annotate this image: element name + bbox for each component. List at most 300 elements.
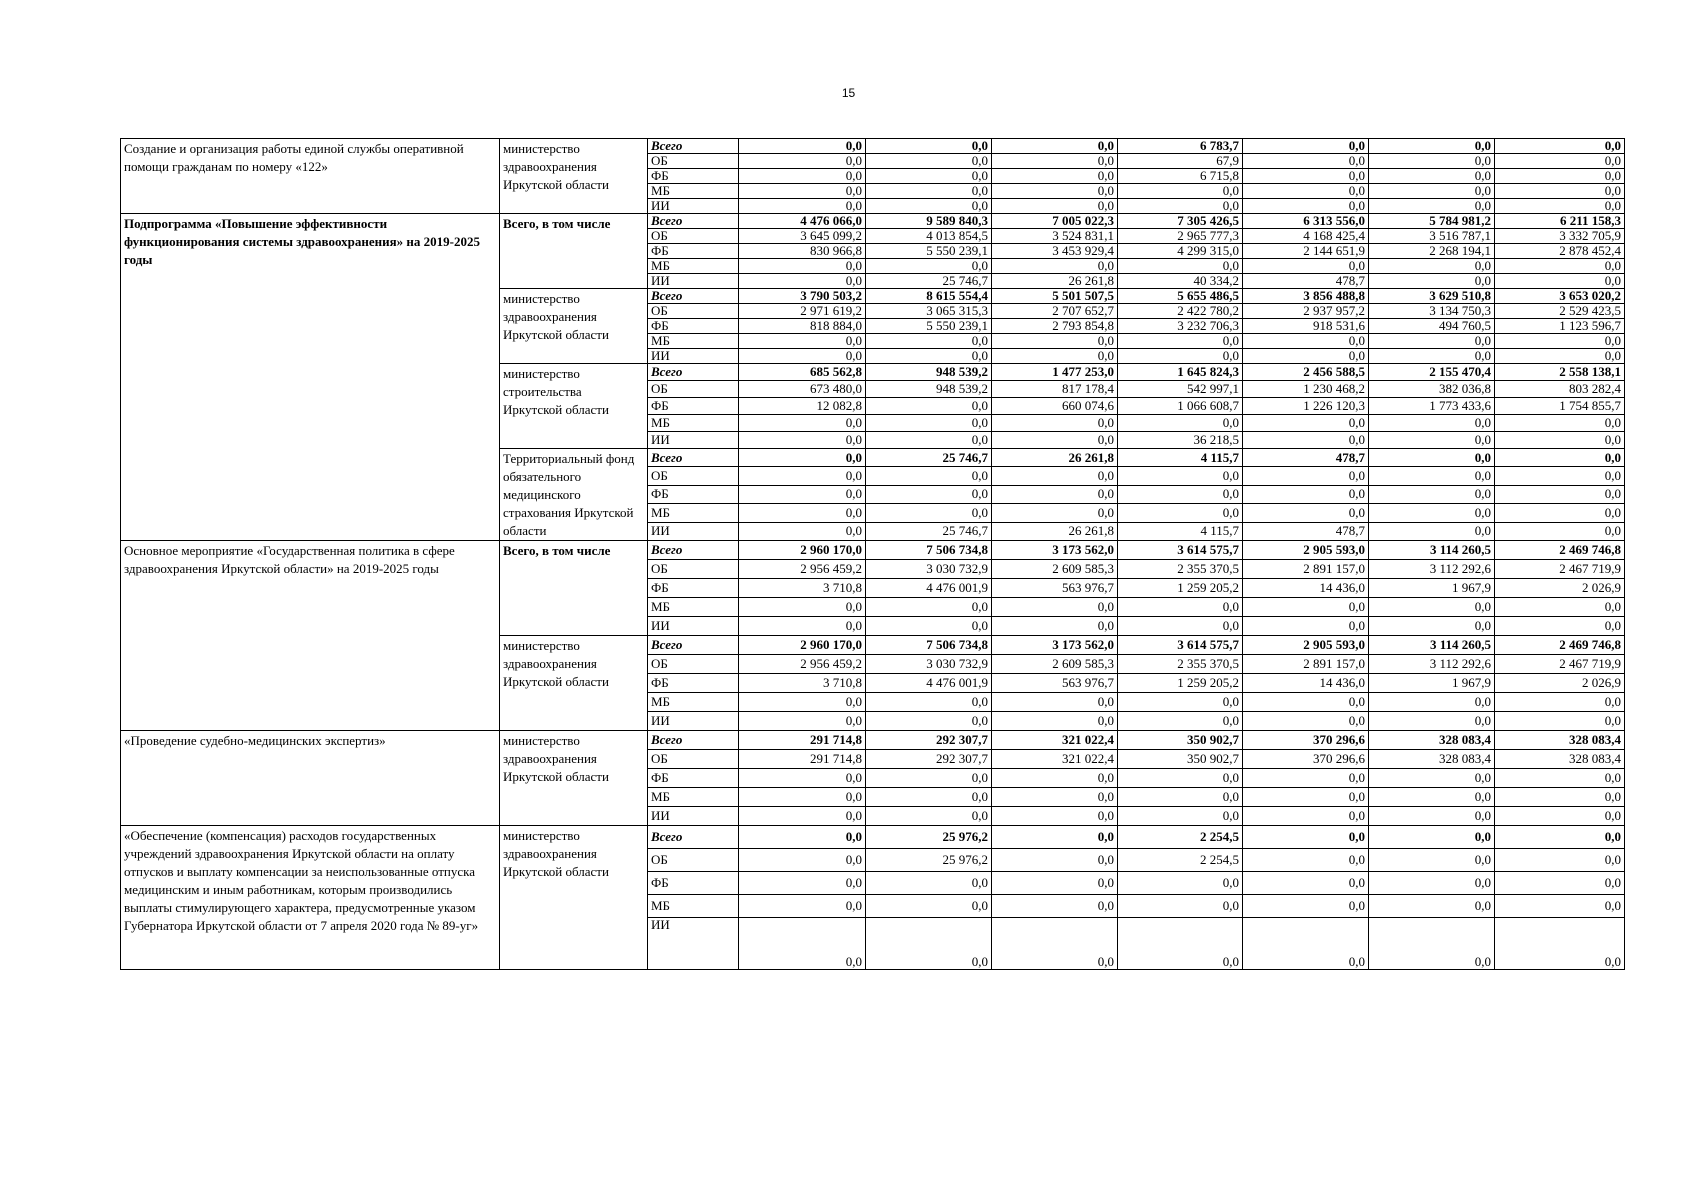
funding-source: ИИ (648, 199, 739, 214)
amount-cell: 2 905 593,0 (1243, 636, 1369, 655)
funding-source: Всего (648, 289, 739, 304)
amount-cell: 0,0 (992, 598, 1118, 617)
amount-cell: 0,0 (866, 788, 992, 807)
amount-cell: 1 754 855,7 (1495, 398, 1625, 415)
amount-cell: 0,0 (1495, 504, 1625, 522)
funding-source: МБ (648, 415, 739, 432)
amount-cell: 660 074,6 (992, 398, 1118, 415)
amount-cell: 328 083,4 (1495, 750, 1625, 769)
amount-cell: 563 976,7 (992, 674, 1118, 693)
funding-source: ФБ (648, 872, 739, 895)
amount-cell: 0,0 (1243, 598, 1369, 617)
amount-cell: 26 261,8 (992, 522, 1118, 540)
amount-cell: 0,0 (992, 139, 1118, 154)
amount-cell: 0,0 (1495, 334, 1625, 349)
amount-cell: 0,0 (1118, 617, 1243, 636)
amount-cell: 0,0 (739, 895, 866, 918)
amount-cell: 0,0 (739, 807, 866, 826)
amount-cell: 2 960 170,0 (739, 636, 866, 655)
amount-cell: 2 422 780,2 (1118, 304, 1243, 319)
amount-cell: 1 773 433,6 (1369, 398, 1495, 415)
amount-cell: 0,0 (866, 184, 992, 199)
table-row (121, 139, 1625, 154)
executor-name: министерство здравоохранения Иркутской области (500, 636, 648, 731)
amount-cell: 0,0 (1118, 895, 1243, 918)
amount-cell: 0,0 (1243, 712, 1369, 731)
amount-cell: 0,0 (992, 872, 1118, 895)
amount-cell: 26 261,8 (992, 274, 1118, 289)
amount-cell: 0,0 (1369, 184, 1495, 199)
amount-cell: 0,0 (1495, 169, 1625, 184)
amount-cell: 0,0 (866, 199, 992, 214)
amount-cell: 0,0 (1243, 334, 1369, 349)
amount-cell: 0,0 (992, 617, 1118, 636)
amount-cell: 5 784 981,2 (1369, 214, 1495, 229)
executor-name: министерство строительства Иркутской области (500, 364, 648, 449)
amount-cell: 0,0 (992, 485, 1118, 503)
amount-cell: 0,0 (1369, 139, 1495, 154)
amount-cell: 0,0 (739, 432, 866, 449)
amount-cell: 0,0 (1369, 467, 1495, 485)
amount-cell: 0,0 (992, 169, 1118, 184)
amount-cell: 3 232 706,3 (1118, 319, 1243, 334)
funding-source: ОБ (648, 381, 739, 398)
amount-cell: 0,0 (1243, 872, 1369, 895)
amount-cell: 2 956 459,2 (739, 655, 866, 674)
amount-cell: 0,0 (1495, 617, 1625, 636)
amount-cell: 0,0 (1118, 918, 1243, 970)
amount-cell: 0,0 (992, 184, 1118, 199)
amount-cell: 478,7 (1243, 449, 1369, 467)
amount-cell: 0,0 (1495, 895, 1625, 918)
amount-cell: 1 230 468,2 (1243, 381, 1369, 398)
amount-cell: 2 878 452,4 (1495, 244, 1625, 259)
amount-cell: 3 710,8 (739, 674, 866, 693)
amount-cell: 0,0 (1495, 154, 1625, 169)
amount-cell: 1 645 824,3 (1118, 364, 1243, 381)
table-row (121, 541, 1625, 560)
amount-cell: 0,0 (1495, 274, 1625, 289)
amount-cell: 0,0 (1243, 826, 1369, 849)
amount-cell: 7 305 426,5 (1118, 214, 1243, 229)
amount-cell: 0,0 (739, 693, 866, 712)
amount-cell: 0,0 (866, 432, 992, 449)
funding-source: ОБ (648, 304, 739, 319)
amount-cell: 0,0 (1369, 259, 1495, 274)
funding-source: Всего (648, 636, 739, 655)
executor-name: Всего, в том числе (500, 214, 648, 289)
amount-cell: 25 746,7 (866, 274, 992, 289)
amount-cell: 0,0 (1118, 467, 1243, 485)
amount-cell: 0,0 (1495, 485, 1625, 503)
amount-cell: 3 614 575,7 (1118, 541, 1243, 560)
amount-cell: 0,0 (1118, 485, 1243, 503)
amount-cell: 0,0 (739, 485, 866, 503)
amount-cell: 4 115,7 (1118, 522, 1243, 540)
amount-cell: 2 026,9 (1495, 674, 1625, 693)
amount-cell: 948 539,2 (866, 381, 992, 398)
amount-cell: 3 710,8 (739, 579, 866, 598)
amount-cell: 1 477 253,0 (992, 364, 1118, 381)
amount-cell: 0,0 (866, 485, 992, 503)
amount-cell: 0,0 (1118, 184, 1243, 199)
amount-cell: 0,0 (866, 617, 992, 636)
amount-cell: 291 714,8 (739, 731, 866, 750)
page-number: 15 (841, 86, 856, 100)
amount-cell: 0,0 (1243, 807, 1369, 826)
executor-name: министерство здравоохранения Иркутской области (500, 826, 648, 970)
amount-cell: 2 891 157,0 (1243, 560, 1369, 579)
amount-cell: 2 026,9 (1495, 579, 1625, 598)
funding-source: МБ (648, 334, 739, 349)
amount-cell: 5 550 239,1 (866, 319, 992, 334)
table-row (121, 731, 1625, 750)
amount-cell: 0,0 (866, 693, 992, 712)
amount-cell: 7 005 022,3 (992, 214, 1118, 229)
amount-cell: 14 436,0 (1243, 579, 1369, 598)
amount-cell: 0,0 (992, 826, 1118, 849)
amount-cell: 2 254,5 (1118, 849, 1243, 872)
amount-cell: 292 307,7 (866, 750, 992, 769)
activity-name: «Проведение судебно-медицинских экспертиз» (121, 731, 500, 826)
amount-cell: 6 783,7 (1118, 139, 1243, 154)
amount-cell: 0,0 (739, 415, 866, 432)
amount-cell: 0,0 (1495, 522, 1625, 540)
amount-cell: 0,0 (1495, 849, 1625, 872)
amount-cell: 0,0 (1369, 826, 1495, 849)
amount-cell: 3 614 575,7 (1118, 636, 1243, 655)
amount-cell: 0,0 (1243, 849, 1369, 872)
funding-source: ОБ (648, 229, 739, 244)
amount-cell: 0,0 (1118, 334, 1243, 349)
amount-cell: 0,0 (1243, 432, 1369, 449)
amount-cell: 3 112 292,6 (1369, 655, 1495, 674)
amount-cell: 0,0 (992, 712, 1118, 731)
amount-cell: 0,0 (1495, 349, 1625, 364)
amount-cell: 0,0 (992, 349, 1118, 364)
funding-source: ФБ (648, 674, 739, 693)
amount-cell: 0,0 (992, 504, 1118, 522)
funding-source: МБ (648, 504, 739, 522)
funding-source: ФБ (648, 319, 739, 334)
amount-cell: 3 516 787,1 (1369, 229, 1495, 244)
amount-cell: 4 168 425,4 (1243, 229, 1369, 244)
amount-cell: 0,0 (866, 807, 992, 826)
amount-cell: 0,0 (1118, 788, 1243, 807)
amount-cell: 0,0 (992, 415, 1118, 432)
amount-cell: 2 609 585,3 (992, 655, 1118, 674)
table-row (121, 826, 1625, 849)
amount-cell: 26 261,8 (992, 449, 1118, 467)
amount-cell: 0,0 (1495, 184, 1625, 199)
amount-cell: 0,0 (1369, 199, 1495, 214)
amount-cell: 0,0 (1495, 259, 1625, 274)
amount-cell: 0,0 (1495, 467, 1625, 485)
amount-cell: 0,0 (1118, 693, 1243, 712)
amount-cell: 0,0 (1243, 467, 1369, 485)
funding-source: Всего (648, 214, 739, 229)
amount-cell: 0,0 (1243, 895, 1369, 918)
amount-cell: 0,0 (739, 169, 866, 184)
amount-cell: 3 645 099,2 (739, 229, 866, 244)
amount-cell: 0,0 (1369, 918, 1495, 970)
amount-cell: 2 960 170,0 (739, 541, 866, 560)
table-row (121, 214, 1625, 229)
amount-cell: 4 476 001,9 (866, 579, 992, 598)
executor-name: министерство здравоохранения Иркутской области (500, 139, 648, 214)
amount-cell: 0,0 (1369, 712, 1495, 731)
amount-cell: 3 629 510,8 (1369, 289, 1495, 304)
amount-cell: 25 746,7 (866, 522, 992, 540)
amount-cell: 2 956 459,2 (739, 560, 866, 579)
amount-cell: 0,0 (739, 918, 866, 970)
amount-cell: 0,0 (1369, 169, 1495, 184)
amount-cell: 3 065 315,3 (866, 304, 992, 319)
amount-cell: 0,0 (1243, 139, 1369, 154)
amount-cell: 12 082,8 (739, 398, 866, 415)
amount-cell: 0,0 (866, 349, 992, 364)
amount-cell: 0,0 (1118, 504, 1243, 522)
amount-cell: 0,0 (1243, 504, 1369, 522)
amount-cell: 0,0 (739, 449, 866, 467)
amount-cell: 3 856 488,8 (1243, 289, 1369, 304)
amount-cell: 0,0 (1369, 693, 1495, 712)
amount-cell: 0,0 (866, 139, 992, 154)
amount-cell: 0,0 (739, 849, 866, 872)
funding-source: ОБ (648, 849, 739, 872)
amount-cell: 328 083,4 (1369, 731, 1495, 750)
funding-source: ИИ (648, 617, 739, 636)
amount-cell: 0,0 (739, 712, 866, 731)
amount-cell: 918 531,6 (1243, 319, 1369, 334)
amount-cell: 2 268 194,1 (1369, 244, 1495, 259)
amount-cell: 0,0 (1369, 598, 1495, 617)
amount-cell: 2 609 585,3 (992, 560, 1118, 579)
amount-cell: 0,0 (866, 154, 992, 169)
amount-cell: 478,7 (1243, 274, 1369, 289)
amount-cell: 4 476 066,0 (739, 214, 866, 229)
funding-source: ИИ (648, 918, 739, 970)
amount-cell: 0,0 (866, 259, 992, 274)
amount-cell: 40 334,2 (1118, 274, 1243, 289)
amount-cell: 370 296,6 (1243, 731, 1369, 750)
amount-cell: 0,0 (739, 598, 866, 617)
amount-cell: 0,0 (1118, 598, 1243, 617)
amount-cell: 494 760,5 (1369, 319, 1495, 334)
amount-cell: 0,0 (739, 139, 866, 154)
amount-cell: 25 746,7 (866, 449, 992, 467)
funding-source: МБ (648, 788, 739, 807)
amount-cell: 0,0 (1243, 184, 1369, 199)
activity-name: «Обеспечение (компенсация) расходов государственных учреждений здравоохранения Иркутской области на оплату отпусков и выплату компенсации за неиспользованные отпуска медицинским и иным работникам, которым производились выплаты стимулирующего характера, предусмотренные указом Губернатора Иркутской области от 7 апреля 2020 года № 89-уг» (121, 826, 500, 970)
amount-cell: 3 173 562,0 (992, 636, 1118, 655)
amount-cell: 0,0 (1369, 334, 1495, 349)
amount-cell: 0,0 (1118, 199, 1243, 214)
amount-cell: 7 506 734,8 (866, 541, 992, 560)
amount-cell: 6 715,8 (1118, 169, 1243, 184)
funding-source: ОБ (648, 655, 739, 674)
amount-cell: 0,0 (739, 334, 866, 349)
amount-cell: 0,0 (1495, 918, 1625, 970)
amount-cell: 0,0 (1369, 522, 1495, 540)
amount-cell: 0,0 (1495, 415, 1625, 432)
amount-cell: 2 971 619,2 (739, 304, 866, 319)
amount-cell: 3 114 260,5 (1369, 636, 1495, 655)
amount-cell: 0,0 (992, 199, 1118, 214)
amount-cell: 0,0 (992, 467, 1118, 485)
amount-cell: 370 296,6 (1243, 750, 1369, 769)
amount-cell: 5 550 239,1 (866, 244, 992, 259)
executor-name: Всего, в том числе (500, 541, 648, 636)
funding-source: ОБ (648, 154, 739, 169)
amount-cell: 0,0 (866, 398, 992, 415)
budget-table (120, 138, 1625, 970)
amount-cell: 3 653 020,2 (1495, 289, 1625, 304)
funding-source: МБ (648, 895, 739, 918)
amount-cell: 2 891 157,0 (1243, 655, 1369, 674)
amount-cell: 2 905 593,0 (1243, 541, 1369, 560)
amount-cell: 328 083,4 (1369, 750, 1495, 769)
amount-cell: 291 714,8 (739, 750, 866, 769)
funding-source: ФБ (648, 485, 739, 503)
amount-cell: 2 469 746,8 (1495, 541, 1625, 560)
funding-source: Всего (648, 731, 739, 750)
amount-cell: 0,0 (1495, 769, 1625, 788)
funding-source: ФБ (648, 398, 739, 415)
amount-cell: 0,0 (1118, 807, 1243, 826)
amount-cell: 1 967,9 (1369, 674, 1495, 693)
executor-name: министерство здравоохранения Иркутской области (500, 731, 648, 826)
amount-cell: 0,0 (992, 788, 1118, 807)
amount-cell: 4 013 854,5 (866, 229, 992, 244)
amount-cell: 0,0 (739, 504, 866, 522)
amount-cell: 0,0 (866, 415, 992, 432)
amount-cell: 0,0 (1495, 139, 1625, 154)
amount-cell: 0,0 (866, 769, 992, 788)
amount-cell: 0,0 (739, 274, 866, 289)
amount-cell: 0,0 (739, 467, 866, 485)
amount-cell: 0,0 (992, 807, 1118, 826)
amount-cell: 0,0 (992, 849, 1118, 872)
amount-cell: 0,0 (1118, 349, 1243, 364)
activity-name: Подпрограмма «Повышение эффективности функционирования системы здравоохранения» на 2019-2025 годы (121, 214, 500, 541)
amount-cell: 0,0 (1369, 432, 1495, 449)
amount-cell: 2 144 651,9 (1243, 244, 1369, 259)
amount-cell: 0,0 (866, 712, 992, 731)
amount-cell: 817 178,4 (992, 381, 1118, 398)
amount-cell: 9 589 840,3 (866, 214, 992, 229)
amount-cell: 2 558 138,1 (1495, 364, 1625, 381)
amount-cell: 0,0 (866, 467, 992, 485)
amount-cell: 0,0 (1369, 769, 1495, 788)
amount-cell: 2 467 719,9 (1495, 655, 1625, 674)
amount-cell: 0,0 (1243, 918, 1369, 970)
amount-cell: 0,0 (866, 504, 992, 522)
amount-cell: 0,0 (1243, 617, 1369, 636)
funding-source: ФБ (648, 769, 739, 788)
funding-source: ФБ (648, 579, 739, 598)
amount-cell: 0,0 (739, 617, 866, 636)
amount-cell: 321 022,4 (992, 731, 1118, 750)
amount-cell: 350 902,7 (1118, 750, 1243, 769)
funding-source: ИИ (648, 432, 739, 449)
amount-cell: 3 332 705,9 (1495, 229, 1625, 244)
funding-source: ИИ (648, 349, 739, 364)
amount-cell: 2 155 470,4 (1369, 364, 1495, 381)
funding-source: Всего (648, 449, 739, 467)
amount-cell: 1 259 205,2 (1118, 579, 1243, 598)
amount-cell: 0,0 (1243, 349, 1369, 364)
amount-cell: 0,0 (1369, 349, 1495, 364)
amount-cell: 542 997,1 (1118, 381, 1243, 398)
amount-cell: 1 967,9 (1369, 579, 1495, 598)
amount-cell: 0,0 (1369, 807, 1495, 826)
amount-cell: 0,0 (739, 522, 866, 540)
amount-cell: 3 114 260,5 (1369, 541, 1495, 560)
funding-source: ИИ (648, 522, 739, 540)
amount-cell: 0,0 (1243, 154, 1369, 169)
amount-cell: 948 539,2 (866, 364, 992, 381)
amount-cell: 1 066 608,7 (1118, 398, 1243, 415)
amount-cell: 3 112 292,6 (1369, 560, 1495, 579)
funding-source: ИИ (648, 807, 739, 826)
funding-source: ИИ (648, 274, 739, 289)
amount-cell: 25 976,2 (866, 826, 992, 849)
activity-name: Основное мероприятие «Государственная политика в сфере здравоохранения Иркутской области» на 2019-2025 годы (121, 541, 500, 731)
funding-source: МБ (648, 259, 739, 274)
amount-cell: 0,0 (992, 154, 1118, 169)
funding-source: Всего (648, 541, 739, 560)
amount-cell: 0,0 (1369, 415, 1495, 432)
amount-cell: 2 529 423,5 (1495, 304, 1625, 319)
amount-cell: 2 793 854,8 (992, 319, 1118, 334)
amount-cell: 0,0 (739, 769, 866, 788)
amount-cell: 0,0 (992, 693, 1118, 712)
amount-cell: 830 966,8 (739, 244, 866, 259)
amount-cell: 0,0 (1118, 415, 1243, 432)
amount-cell: 3 030 732,9 (866, 655, 992, 674)
amount-cell: 0,0 (1369, 449, 1495, 467)
amount-cell: 0,0 (866, 918, 992, 970)
funding-source: ОБ (648, 750, 739, 769)
amount-cell: 0,0 (1495, 788, 1625, 807)
amount-cell: 0,0 (739, 872, 866, 895)
amount-cell: 0,0 (1369, 504, 1495, 522)
amount-cell: 2 937 957,2 (1243, 304, 1369, 319)
amount-cell: 14 436,0 (1243, 674, 1369, 693)
amount-cell: 1 259 205,2 (1118, 674, 1243, 693)
amount-cell: 0,0 (1243, 415, 1369, 432)
amount-cell: 2 965 777,3 (1118, 229, 1243, 244)
funding-source: Всего (648, 139, 739, 154)
amount-cell: 0,0 (1369, 274, 1495, 289)
amount-cell: 0,0 (1243, 199, 1369, 214)
funding-source: ОБ (648, 560, 739, 579)
amount-cell: 2 254,5 (1118, 826, 1243, 849)
amount-cell: 2 467 719,9 (1495, 560, 1625, 579)
amount-cell: 5 501 507,5 (992, 289, 1118, 304)
amount-cell: 3 173 562,0 (992, 541, 1118, 560)
amount-cell: 0,0 (739, 259, 866, 274)
amount-cell: 0,0 (1495, 693, 1625, 712)
amount-cell: 0,0 (739, 154, 866, 169)
amount-cell: 4 115,7 (1118, 449, 1243, 467)
amount-cell: 0,0 (1118, 712, 1243, 731)
amount-cell: 0,0 (739, 349, 866, 364)
amount-cell: 0,0 (739, 826, 866, 849)
amount-cell: 818 884,0 (739, 319, 866, 334)
amount-cell: 0,0 (866, 895, 992, 918)
